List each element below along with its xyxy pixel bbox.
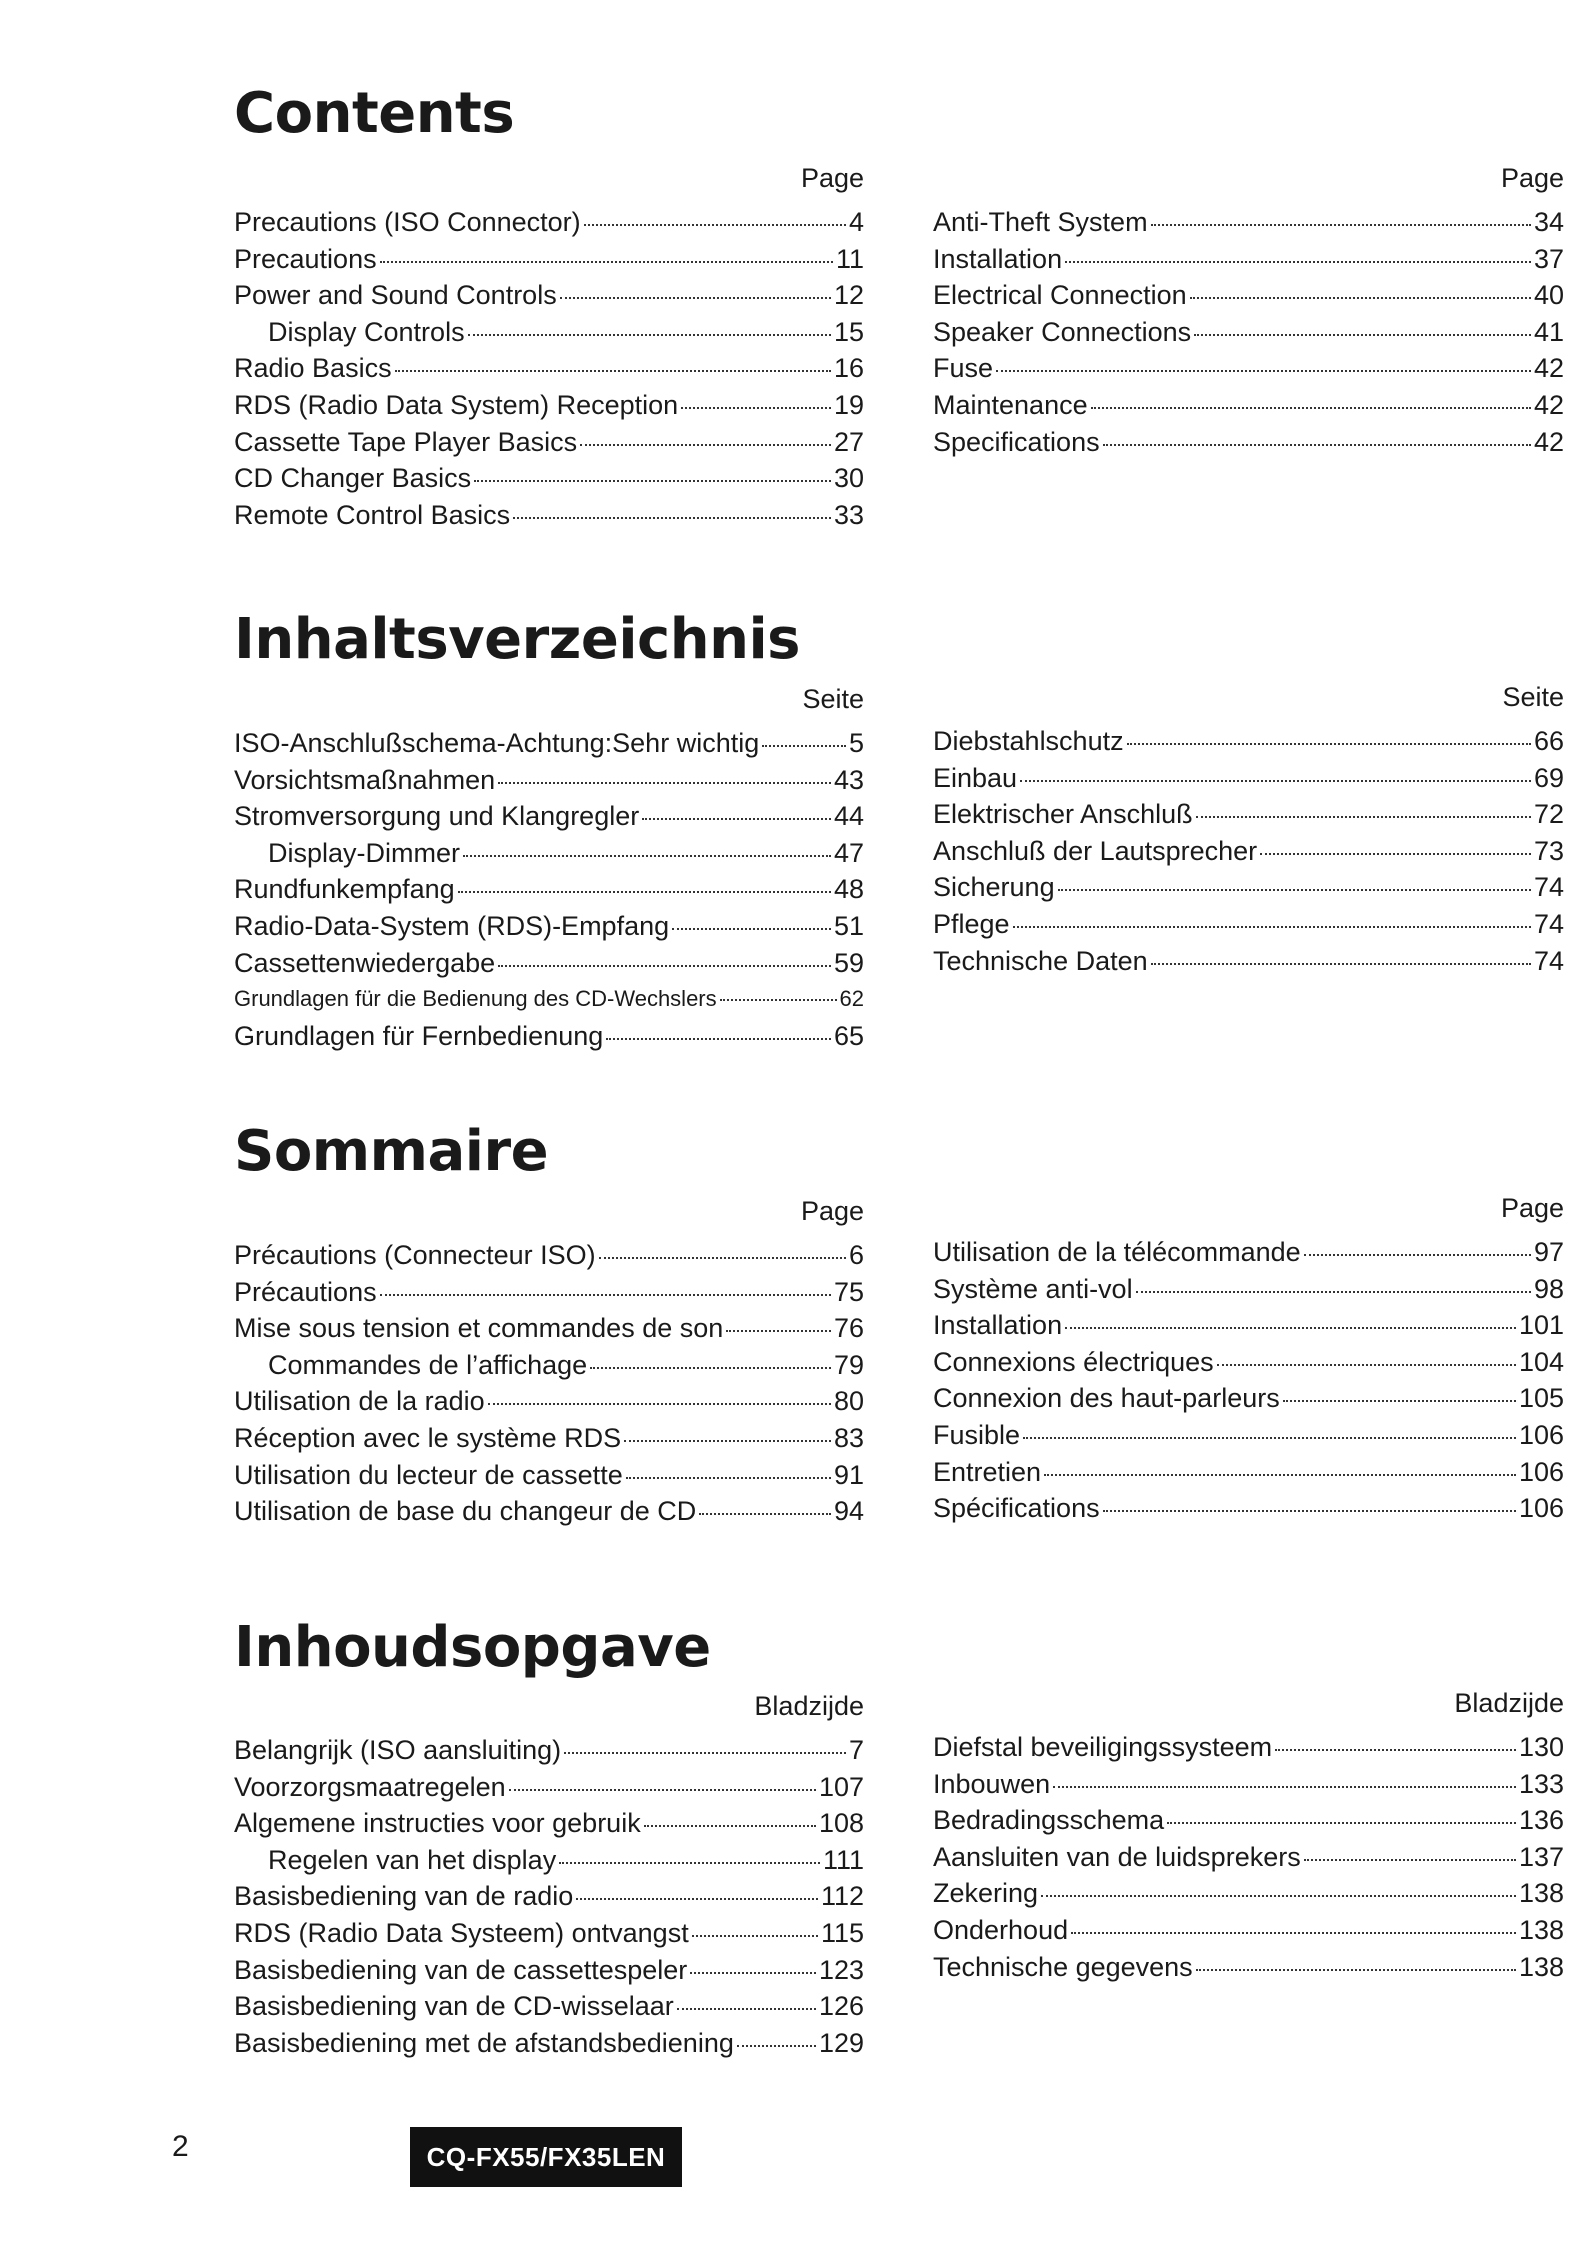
dot-leader (672, 928, 831, 930)
toc-entry-label: Display Controls (268, 316, 465, 347)
toc-entry-label: Aansluiten van de luidsprekers (933, 1841, 1301, 1872)
toc-entry (933, 241, 1564, 278)
toc-entry (933, 1839, 1564, 1876)
dot-leader (1103, 444, 1531, 446)
toc-entry-label: Réception avec le système RDS (234, 1422, 622, 1453)
dot-leader (1151, 224, 1531, 226)
toc-entry-page: 27 (833, 426, 864, 457)
toc-entry (234, 1347, 864, 1384)
dot-leader (762, 745, 846, 747)
toc-entry-label: Power and Sound Controls (234, 280, 557, 311)
page-column-header: Seite (802, 684, 864, 714)
toc-entry-page: 42 (1533, 389, 1564, 420)
toc-entry (933, 1875, 1564, 1912)
toc-entry (234, 908, 864, 945)
toc-entry-page: 11 (835, 243, 864, 274)
toc-entry (234, 2025, 864, 2062)
toc-entry-label: Precautions (234, 243, 377, 274)
dot-leader (606, 1038, 831, 1040)
toc-entry (933, 387, 1564, 424)
toc-entry-label: RDS (Radio Data Systeem) ontvangst (234, 1917, 689, 1948)
toc-entry (234, 1310, 864, 1347)
toc-entry-page: 137 (1518, 1841, 1564, 1872)
toc-entry (933, 424, 1564, 461)
toc-entry (234, 798, 864, 835)
toc-entry (933, 1344, 1564, 1381)
toc-entry-label: Pflege (933, 908, 1010, 939)
toc-entry-page: 41 (1533, 316, 1564, 347)
toc-entry (234, 424, 864, 461)
toc-entry-page: 91 (833, 1459, 864, 1490)
toc-entry-label: Cassette Tape Player Basics (234, 426, 578, 457)
toc-entry-label: Utilisation du lecteur de cassette (234, 1459, 623, 1490)
toc-entry-page: 66 (1533, 726, 1564, 756)
dot-leader (737, 2045, 816, 2047)
toc-entry-label: Utilisation de base du changeur de CD (234, 1496, 697, 1527)
dot-leader (1091, 407, 1531, 409)
toc-entry-label: Fuse (933, 353, 994, 384)
toc-entry (933, 943, 1564, 980)
toc-entry-label: Basisbediening van de cassettespeler (234, 1954, 688, 1985)
toc-entry (234, 1769, 864, 1806)
toc-entry-label: Algemene instructies voor gebruik (234, 1808, 641, 1839)
dot-leader (1190, 297, 1531, 299)
toc-entry-page: 51 (833, 910, 864, 941)
toc-entry-page: 6 (848, 1240, 864, 1270)
dot-leader (1053, 1786, 1516, 1788)
toc-entry-list (234, 725, 864, 1054)
dot-leader (498, 782, 831, 784)
dot-leader (1217, 1364, 1516, 1366)
toc-entry-list (933, 723, 1564, 979)
dot-leader (1041, 1895, 1516, 1897)
dot-leader (590, 1367, 831, 1369)
toc-entry-page: 138 (1518, 1914, 1564, 1945)
toc-entry-label: Précautions (Connecteur ISO) (234, 1240, 596, 1270)
toc-entry-label: Anschluß der Lautsprecher (933, 835, 1258, 866)
dot-leader (498, 965, 831, 967)
dot-leader (1304, 1859, 1516, 1861)
dot-leader (692, 1935, 818, 1937)
toc-entry-page: 138 (1518, 1951, 1564, 1982)
toc-entry (933, 1729, 1564, 1766)
toc-entry-label: Installation (933, 1310, 1063, 1341)
toc-entry-label: Vorsichtsmaßnahmen (234, 764, 496, 795)
dot-leader (1020, 780, 1531, 782)
toc-entry-page: 106 (1518, 1493, 1564, 1524)
toc-entry-page: 42 (1533, 353, 1564, 384)
toc-entry-label: Voorzorgsmaatregelen (234, 1771, 506, 1802)
dot-leader (380, 261, 833, 263)
toc-entry-page: 136 (1518, 1805, 1564, 1836)
toc-entry (234, 835, 864, 872)
dot-leader (1013, 926, 1531, 928)
toc-entry-label: Diebstahlschutz (933, 726, 1124, 756)
toc-entry-page: 40 (1533, 280, 1564, 311)
dot-leader (1136, 1291, 1531, 1293)
toc-column-left (234, 1688, 864, 2061)
toc-entry (234, 762, 864, 799)
toc-entry-list (933, 1729, 1564, 1985)
toc-entry (933, 277, 1564, 314)
toc-entry-label: Specifications (933, 426, 1100, 457)
toc-entry-label: Speaker Connections (933, 316, 1192, 347)
section-title: Sommaire (234, 1119, 549, 1184)
toc-entry-list (234, 204, 864, 533)
dot-leader (559, 1862, 820, 1864)
toc-column-right (933, 160, 1564, 460)
toc-entry-page: 79 (833, 1349, 864, 1380)
toc-entry-label: Basisbediening met de afstandsbediening (234, 2027, 734, 2058)
toc-entry-label: Cassettenwiedergabe (234, 947, 496, 978)
dot-leader (560, 297, 831, 299)
dot-leader (996, 370, 1531, 372)
toc-entry-label: Radio Basics (234, 353, 392, 384)
toc-entry-page: 76 (833, 1313, 864, 1344)
toc-entry-label: Radio-Data-System (RDS)-Empfang (234, 910, 670, 941)
toc-entry-label: Basisbediening van de CD-wisselaar (234, 1991, 674, 2022)
toc-entry (234, 314, 864, 351)
dot-leader (1194, 334, 1531, 336)
toc-entry (933, 1912, 1564, 1949)
toc-entry-label: Elektrischer Anschluß (933, 799, 1193, 830)
toc-entry-page: 4 (848, 207, 864, 237)
section-title: Inhaltsverzeichnis (234, 607, 800, 672)
dot-leader (468, 334, 831, 336)
toc-entry (933, 906, 1564, 943)
toc-entry-page: 19 (833, 389, 864, 420)
toc-entry-label: Inbouwen (933, 1768, 1051, 1799)
toc-entry-page: 69 (1533, 762, 1564, 793)
toc-entry-label: Regelen van het display (268, 1844, 557, 1875)
section-title: Inhoudsopgave (234, 1615, 711, 1680)
dot-leader (580, 444, 831, 446)
toc-entry-label: Anti-Theft System (933, 207, 1148, 237)
toc-entry (933, 204, 1564, 241)
dot-leader (513, 517, 831, 519)
toc-entry-page: 106 (1518, 1419, 1564, 1450)
dot-leader (564, 1752, 846, 1754)
toc-entry (933, 723, 1564, 760)
dot-leader (463, 855, 831, 857)
dot-leader (1275, 1749, 1516, 1751)
dot-leader (720, 999, 837, 1001)
page-column-header: Page (1500, 1193, 1564, 1223)
dot-leader (1103, 1510, 1516, 1512)
toc-entry (234, 387, 864, 424)
toc-column-right (933, 1685, 1564, 1985)
toc-entry (933, 1802, 1564, 1839)
toc-entry-page: 42 (1533, 426, 1564, 457)
toc-entry-label: Diefstal beveiligingssysteem (933, 1732, 1273, 1762)
toc-entry (234, 1915, 864, 1952)
page-column-header: Bladzijde (754, 1691, 864, 1721)
toc-entry (234, 1878, 864, 1915)
page-column-header: Page (800, 163, 864, 193)
toc-entry-page: 15 (833, 316, 864, 347)
toc-entry-page: 37 (1533, 243, 1564, 274)
dot-leader (380, 1294, 831, 1296)
toc-entry (234, 1420, 864, 1457)
toc-entry-page: 126 (818, 1991, 864, 2022)
toc-entry-label: Zekering (933, 1878, 1039, 1909)
toc-entry-page: 74 (1533, 945, 1564, 976)
dot-leader (1058, 889, 1531, 891)
toc-entry-page: 62 (839, 986, 864, 1012)
page-column-header: Page (1500, 163, 1564, 193)
toc-entry (933, 350, 1564, 387)
toc-entry-label: Système anti-vol (933, 1273, 1133, 1304)
toc-entry (234, 1274, 864, 1311)
toc-entry-list (234, 1237, 864, 1530)
toc-entry-page: 73 (1533, 835, 1564, 866)
toc-entry (234, 1805, 864, 1842)
toc-entry-page: 107 (818, 1771, 864, 1802)
dot-leader (644, 1825, 816, 1827)
toc-entry-label: Fusible (933, 1419, 1021, 1450)
toc-entry-page: 123 (818, 1954, 864, 1985)
toc-entry-page: 108 (818, 1808, 864, 1839)
dot-leader (1304, 1254, 1531, 1256)
toc-entry-page: 138 (1518, 1878, 1564, 1909)
toc-entry-list (933, 204, 1564, 460)
toc-entry (234, 241, 864, 278)
toc-entry-label: Remote Control Basics (234, 499, 511, 530)
toc-entry-label: Connexions électriques (933, 1346, 1214, 1377)
dot-leader (1127, 743, 1531, 745)
toc-entry-page: 65 (833, 1020, 864, 1051)
toc-entry (933, 1417, 1564, 1454)
toc-entry-label: Entretien (933, 1456, 1042, 1487)
toc-entry-page: 74 (1533, 872, 1564, 903)
toc-entry-label: Display-Dimmer (268, 837, 461, 868)
toc-entry-label: ISO-Anschlußschema-Achtung:Sehr wichtig (234, 728, 760, 758)
toc-entry (234, 1457, 864, 1494)
dot-leader (624, 1440, 831, 1442)
toc-entry (234, 981, 864, 1018)
toc-entry (933, 760, 1564, 797)
toc-entry (933, 1454, 1564, 1491)
toc-entry-page: 72 (1533, 799, 1564, 830)
toc-entry-list (234, 1732, 864, 2061)
toc-entry-label: Grundlagen für die Bedienung des CD-Wechslers (234, 986, 717, 1012)
toc-entry-page: 83 (833, 1422, 864, 1453)
dot-leader (1065, 261, 1531, 263)
toc-entry-page: 7 (848, 1735, 864, 1765)
dot-leader (626, 1477, 831, 1479)
dot-leader (1196, 816, 1531, 818)
toc-entry-page: 129 (818, 2027, 864, 2058)
toc-entry-page: 133 (1518, 1768, 1564, 1799)
toc-entry-page: 34 (1533, 207, 1564, 237)
toc-entry-page: 112 (820, 1881, 864, 1912)
toc-entry-page: 97 (1533, 1237, 1564, 1267)
toc-entry (933, 1234, 1564, 1271)
toc-entry-page: 30 (833, 463, 864, 494)
toc-entry (234, 1018, 864, 1055)
dot-leader (584, 224, 846, 226)
dot-leader (1065, 1327, 1516, 1329)
toc-entry-page: 80 (833, 1386, 864, 1417)
toc-entry-page: 33 (833, 499, 864, 530)
toc-entry (234, 1842, 864, 1879)
toc-entry-page: 104 (1518, 1346, 1564, 1377)
dot-leader (677, 2008, 816, 2010)
toc-entry-page: 16 (833, 353, 864, 384)
toc-entry-label: Mise sous tension et commandes de son (234, 1313, 724, 1344)
toc-entry (234, 277, 864, 314)
toc-entry (234, 1237, 864, 1274)
toc-entry-label: Stromversorgung und Klangregler (234, 801, 640, 832)
toc-entry-page: 5 (848, 728, 864, 758)
toc-entry (933, 869, 1564, 906)
toc-entry-page: 130 (1518, 1732, 1564, 1762)
dot-leader (1071, 1932, 1516, 1934)
dot-leader (681, 407, 831, 409)
toc-entry-label: Electrical Connection (933, 280, 1187, 311)
toc-entry-label: Commandes de l’affichage (268, 1349, 588, 1380)
toc-entry-page: 12 (833, 280, 864, 311)
toc-entry (234, 1952, 864, 1989)
toc-entry-list (933, 1234, 1564, 1527)
toc-entry (933, 1490, 1564, 1527)
dot-leader (599, 1257, 846, 1259)
toc-entry-page: 115 (820, 1917, 864, 1948)
toc-entry-label: Utilisation de la télécommande (933, 1237, 1301, 1267)
toc-entry-page: 47 (833, 837, 864, 868)
toc-entry (234, 725, 864, 762)
toc-entry (234, 460, 864, 497)
dot-leader (1044, 1474, 1516, 1476)
toc-entry-page: 43 (833, 764, 864, 795)
page-number: 2 (172, 2130, 189, 2163)
dot-leader (488, 1403, 831, 1405)
dot-leader (1283, 1400, 1516, 1402)
toc-entry-page: 48 (833, 874, 864, 905)
toc-entry-label: Grundlagen für Fernbedienung (234, 1020, 604, 1051)
page-column-header: Seite (1502, 682, 1564, 712)
toc-entry-label: Sicherung (933, 872, 1055, 903)
toc-entry-page: 74 (1533, 908, 1564, 939)
page-column-header: Page (800, 1196, 864, 1226)
toc-entry-page: 106 (1518, 1456, 1564, 1487)
page-column-header: Bladzijde (1454, 1688, 1564, 1718)
toc-entry (234, 1383, 864, 1420)
dot-leader (458, 891, 831, 893)
toc-entry-page: 59 (833, 947, 864, 978)
toc-entry-label: Spécifications (933, 1493, 1100, 1524)
toc-entry-label: Bedradingsschema (933, 1805, 1165, 1836)
toc-entry-label: Installation (933, 243, 1063, 274)
toc-entry-label: Maintenance (933, 389, 1088, 420)
toc-entry (933, 314, 1564, 351)
dot-leader (726, 1330, 831, 1332)
toc-entry (234, 350, 864, 387)
toc-entry-page: 94 (833, 1496, 864, 1527)
toc-entry-label: CD Changer Basics (234, 463, 472, 494)
toc-entry-label: RDS (Radio Data System) Reception (234, 389, 679, 420)
toc-entry-page: 101 (1518, 1310, 1564, 1341)
toc-entry (933, 796, 1564, 833)
toc-entry-label: Einbau (933, 762, 1018, 793)
dot-leader (1167, 1822, 1516, 1824)
toc-entry-label: Utilisation de la radio (234, 1386, 485, 1417)
toc-entry-page: 111 (822, 1844, 864, 1875)
toc-entry-label: Basisbediening van de radio (234, 1881, 574, 1912)
toc-column-right (933, 1190, 1564, 1527)
toc-entry (234, 204, 864, 241)
toc-entry (234, 945, 864, 982)
toc-entry (933, 833, 1564, 870)
toc-entry-label: Précautions (234, 1276, 377, 1307)
toc-column-left (234, 681, 864, 1054)
dot-leader (690, 1972, 816, 1974)
toc-entry-label: Technische gegevens (933, 1951, 1193, 1982)
dot-leader (474, 480, 831, 482)
toc-entry-label: Onderhoud (933, 1914, 1069, 1945)
toc-entry-label: Belangrijk (ISO aansluiting) (234, 1735, 562, 1765)
toc-entry-page: 75 (833, 1276, 864, 1307)
toc-entry-page: 105 (1518, 1383, 1564, 1414)
toc-entry (933, 1949, 1564, 1986)
toc-entry-label: Rundfunkempfang (234, 874, 455, 905)
toc-entry (933, 1271, 1564, 1308)
toc-entry-label: Technische Daten (933, 945, 1148, 976)
dot-leader (395, 370, 831, 372)
dot-leader (576, 1898, 818, 1900)
dot-leader (642, 818, 831, 820)
dot-leader (699, 1513, 831, 1515)
toc-entry (933, 1307, 1564, 1344)
toc-entry (933, 1766, 1564, 1803)
toc-entry (234, 1732, 864, 1769)
toc-entry (234, 871, 864, 908)
model-badge: CQ-FX55/FX35LEN (410, 2127, 682, 2187)
toc-entry (234, 1988, 864, 2025)
toc-column-right (933, 679, 1564, 979)
toc-entry (234, 497, 864, 534)
toc-entry-label: Connexion des haut-parleurs (933, 1383, 1280, 1414)
dot-leader (1023, 1437, 1516, 1439)
dot-leader (1260, 853, 1531, 855)
toc-entry-label: Precautions (ISO Connector) (234, 207, 581, 237)
toc-entry-page: 98 (1533, 1273, 1564, 1304)
section-title: Contents (234, 81, 515, 146)
toc-entry (933, 1380, 1564, 1417)
toc-column-left (234, 160, 864, 533)
dot-leader (1196, 1969, 1516, 1971)
toc-entry-page: 44 (833, 801, 864, 832)
dot-leader (509, 1789, 816, 1791)
toc-entry (234, 1493, 864, 1530)
dot-leader (1151, 963, 1531, 965)
toc-column-left (234, 1193, 864, 1530)
